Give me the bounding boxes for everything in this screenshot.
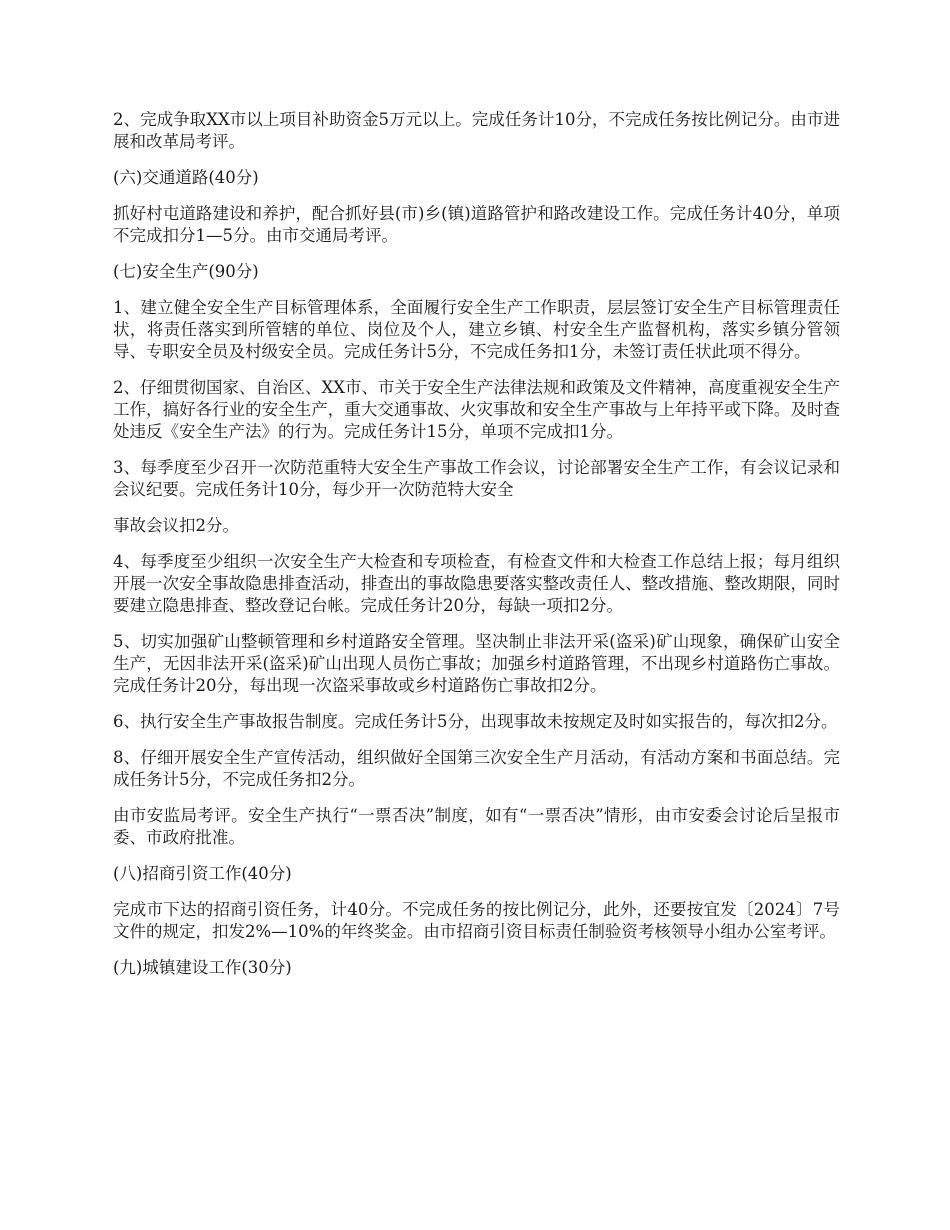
section-heading-safety-production: (七)安全生产(90分) xyxy=(113,262,259,281)
paragraph-safety-item-8: 8、仔细开展安全生产宣传活动，组织做好全国第三次安全生产月活动，有活动方案和书面总结。完成任务计5分，不完成任务扣2分。 xyxy=(113,748,840,789)
paragraph-safety-item-6: 6、执行安全生产事故报告制度。完成任务计5分，出现事故未按规定及时如实报告的，每次扣2分。 xyxy=(113,712,838,731)
paragraph-safety-item-3-continued: 事故会议扣2分。 xyxy=(113,516,239,535)
paragraph-safety-item-1: 1、建立健全安全生产目标管理体系，全面履行安全生产工作职责，层层签订安全生产目标管理责任状，将责任落实到所管辖的单位、岗位及个人，建立乡镇、村安全生产监督机构，落实乡镇分管领导、专职安全员及村级安全员。完成任务计5分，不完成任务扣1分，未签订责任状此项不得分。 xyxy=(113,298,840,361)
paragraph-investment: 完成市下达的招商引资任务，计40分。不完成任务的按比例记分，此外，还要按宜发〔2024〕7号文件的规定，扣发2%—10%的年终奖金。由市招商引资目标责任制验资考核领导小组办公室考评。 xyxy=(113,900,840,941)
paragraph-safety-item-5: 5、切实加强矿山整顿管理和乡村道路安全管理。坚决制止非法开采(盗采)矿山现象，确保矿山安全生产，无因非法开采(盗采)矿山出现人员伤亡事故；加强乡村道路管理，不出现乡村道路伤亡事故。完成任务计20分，每出现一次盗采事故或乡村道路伤亡事故扣2分。 xyxy=(113,632,840,695)
document-body xyxy=(113,109,840,993)
section-heading-investment: (八)招商引资工作(40分) xyxy=(113,864,292,883)
section-heading-transport-roads: (六)交通道路(40分) xyxy=(113,168,259,187)
paragraph-safety-item-4: 4、每季度至少组织一次安全生产大检查和专项检查，有检查文件和大检查工作总结上报；每月组织开展一次安全事故隐患排查活动，排查出的事故隐患要落实整改责任人、整改措施、整改期限，同时要建立隐患排查、整改登记台帐。完成任务计20分，每缺一项扣2分。 xyxy=(113,552,840,615)
paragraph-item-2-funding: 2、完成争取XX市以上项目补助资金5万元以上。完成任务计10分，不完成任务按比例记分。由市进展和改革局考评。 xyxy=(113,110,840,151)
paragraph-transport-roads: 抓好村屯道路建设和养护，配合抓好县(市)乡(镇)道路管护和路改建设工作。完成任务计40分，单项不完成扣分1—5分。由市交通局考评。 xyxy=(113,204,840,245)
paragraph-safety-item-2: 2、仔细贯彻国家、自治区、XX市、市关于安全生产法律法规和政策及文件精神，高度重视安全生产工作，搞好各行业的安全生产，重大交通事故、火灾事故和安全生产事故与上年持平或下降。及时查处违反《安全生产法》的行为。完成任务计15分，单项不完成扣1分。 xyxy=(113,378,840,441)
section-heading-urban-construction: (九)城镇建设工作(30分) xyxy=(113,958,292,977)
paragraph-safety-evaluation: 由市安监局考评。安全生产执行“一票否决”制度，如有“一票否决”情形，由市安委会讨论后呈报市委、市政府批准。 xyxy=(113,806,840,847)
paragraph-safety-item-3: 3、每季度至少召开一次防范重特大安全生产事故工作会议，讨论部署安全生产工作，有会议记录和会议纪要。完成任务计10分，每少开一次防范特大安全 xyxy=(113,458,840,499)
